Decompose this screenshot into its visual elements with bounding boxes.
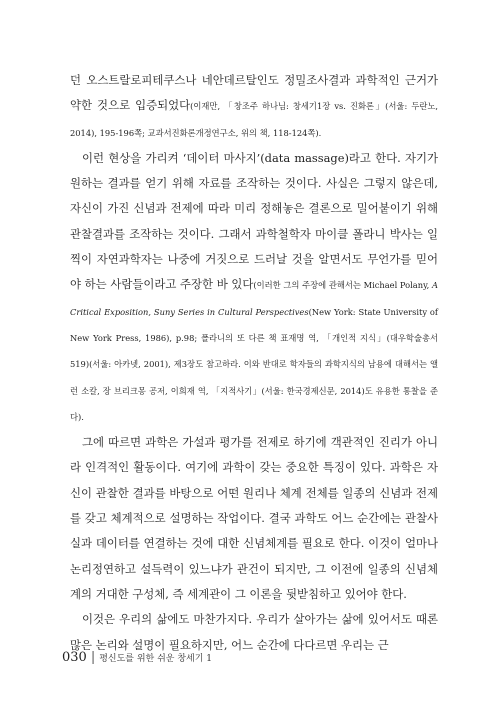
footer-separator: | [90,650,96,665]
paragraph-1-note: (이재만, 「창조주 하나님: 창세기1장 vs. 진화론」(서울: 두란노, 2014), 195-196쪽; 교과서진화론개정연구소, 위의 책, 118-124쪽). [70,101,438,138]
paragraph-4-text: 이것은 우리의 삶에도 마찬가지다. 우리가 살아가는 삶에 있어서도 때론 많은 논리와 설명이 필요하지만, 어느 순간에 다다르면 우리는 근 [70,612,438,652]
paragraph-1-text: 던 오스트랄로피테쿠스나 네안데르탈인도 정밀조사결과 과학적인 근거가 약한 것으로 입증되었다 [70,73,438,113]
paragraph-3-text: 그에 따르면 과학은 가설과 평가를 전제로 하기에 객관적인 진리가 아니라 인격적인 활동이다. 여기에 과학이 갖는 중요한 특징이 있다. 과학은 자신이 관찰한 결과를 바탕으로 어떤 원리나 체계 전체를 일종의 신념과 전제를 갖고 체계적으로 설명하는 작업이다. 결국 과학도 어느 순간에는 관찰사실과 데이터를 연결하는 것에 대한 신념체계를 필요로 한다. 이것이 얼마나 논리정연하고 설득력이 있느냐가 관건이 되지만, 그 이전에 일종의 신념체계의 거대한 구성체, 즉 세계관이 그 이론을 뒷받침하고 있어야 한다. [70,435,438,601]
paragraph-2-note-b: (New York: State University of New York Press, 1986), p.98; 폴라니의 또 다른 책 표재명 역, 「개인적 지식」(대우학술총서 519)(서울: 아카넷, 2001), 제3장도 참고하라. 이와 반대로 학자들의 과학지식의 남용에 대해서는 앨런 소칼, 장 브리크몽 공저, 이희재 역, 「지적사기」(서울: 한국경제신문, 2014)도 유용한 통찰을 준다). [70,306,438,422]
paragraph-2-text: 이런 현상을 가리켜 ‘데이터 마사지’(data massage)라고 한다. 자기가 원하는 결과를 얻기 위해 자료를 조작하는 것이다. 사실은 그렇지 않은데, 자신이 가진 신념과 전제에 따라 미리 정해놓은 결론으로 밀어붙이기 위해 관찰결과를 조작하는 것이다. 그래서 과학철학자 마이클 폴라니 박사는 일찍이 자연과학자는 나중에 거짓으로 드러날 것을 알면서도 무언가를 믿어야 하는 사람들이라고 주장한 바 있다 [70,150,438,292]
paragraph-3 [70,430,438,607]
paragraph-2-note-a: (이러한 그의 주장에 관해서는 Michael Polany, [253,280,433,291]
body-text [70,68,438,658]
page-number: 030 [62,650,87,665]
running-title: 평신도를 위한 쉬운 창세기 1 [99,654,213,664]
paragraph-2-note-title: A Critical Exposition, Suny Series in Cultural Perspectives [70,280,439,317]
paragraph-1 [70,68,438,146]
paragraph-2 [70,146,438,430]
page-footer [62,650,212,665]
